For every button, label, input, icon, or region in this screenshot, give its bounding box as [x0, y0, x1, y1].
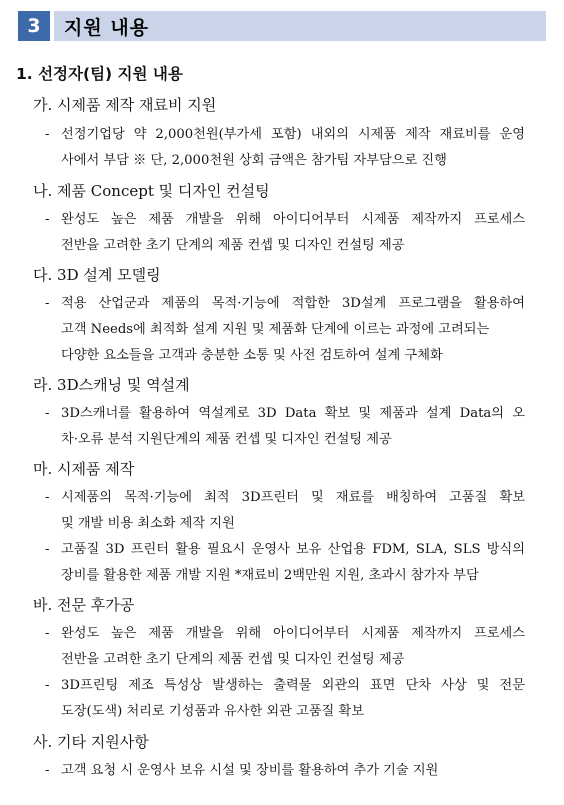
subsection-title: 1. 선정자(팀) 지원 내용 [16, 65, 183, 83]
bullet-dash: - [45, 296, 50, 311]
item-heading-ra: 라. 3D스캐닝 및 역설계 [33, 376, 190, 394]
bullet-text: 완성도 높은 제품 개발을 위해 아이디어부터 시제품 제작까지 프로세스 [61, 626, 525, 641]
bullet-continuation: 전반을 고려한 초기 단계의 제품 컨셉 및 디자인 컨설팅 제공 [61, 652, 405, 667]
bullet-text: 완성도 높은 제품 개발을 위해 아이디어부터 시제품 제작까지 프로세스 [61, 212, 525, 227]
item-heading-ma: 마. 시제품 제작 [33, 460, 135, 478]
bullet-line [45, 208, 525, 227]
bullet-text: 고객 요청 시 운영사 보유 시설 및 장비를 활용하여 추가 기술 지원 [61, 763, 439, 778]
bullet-line [45, 123, 525, 142]
bullet-dash: - [45, 212, 50, 227]
section-header-title: 지원 내용 [54, 11, 546, 41]
bullet-continuation: 차·오류 분석 지원단계의 제품 컨셉 및 디자인 컨설팅 제공 [61, 432, 392, 447]
bullet-continuation: 사에서 부담 ※ 단, 2,000천원 상회 금액은 참가팀 자부담으로 진행 [61, 153, 447, 168]
bullet-continuation: 다양한 요소들을 고객과 충분한 소통 및 사전 검토하여 설계 구체화 [61, 348, 443, 363]
bullet-continuation: 고객 Needs에 최적화 설계 지원 및 제품화 단계에 이르는 과정에 고려되는 [61, 322, 490, 337]
bullet-continuation: 도장(도색) 처리로 기성품과 유사한 외관 고품질 확보 [61, 704, 364, 719]
item-heading-ga: 가. 시제품 제작 재료비 지원 [33, 96, 217, 114]
bullet-line [45, 486, 525, 505]
bullet-dash: - [45, 406, 50, 421]
bullet-dash: - [45, 626, 50, 641]
bullet-continuation: 장비를 활용한 제품 개발 지원 *재료비 2백만원 지원, 초과시 참가자 부담 [61, 568, 479, 583]
bullet-dash: - [45, 127, 50, 142]
bullet-dash: - [45, 763, 50, 778]
item-heading-sa: 사. 기타 지원사항 [33, 733, 149, 751]
bullet-line [45, 759, 438, 778]
item-heading-na: 나. 제품 Concept 및 디자인 컨설팅 [33, 182, 270, 200]
bullet-text: 시제품의 목적·기능에 최적 3D프린터 및 재료를 배칭하여 고품질 확보 [61, 490, 525, 505]
bullet-line [45, 538, 525, 557]
bullet-dash: - [45, 542, 50, 557]
bullet-line [45, 622, 525, 641]
section-header [18, 11, 546, 41]
bullet-text: 선정기업당 약 2,000천원(부가세 포함) 내외의 시제품 제작 재료비를 운영 [61, 127, 525, 142]
bullet-dash: - [45, 490, 50, 505]
bullet-text: 3D스캐너를 활용하여 역설계로 3D Data 확보 및 제품과 설계 Data의 오 [61, 406, 525, 421]
section-number-badge: 3 [18, 11, 50, 41]
bullet-line [45, 292, 525, 311]
bullet-continuation: 전반을 고려한 초기 단계의 제품 컨셉 및 디자인 컨설팅 제공 [61, 238, 405, 253]
bullet-line [45, 674, 525, 693]
item-heading-da: 다. 3D 설계 모델링 [33, 266, 161, 284]
bullet-text: 적용 산업군과 제품의 목적·기능에 적합한 3D설계 프로그램을 활용하여 [61, 296, 525, 311]
bullet-line [45, 402, 525, 421]
bullet-text: 고품질 3D 프린터 활용 필요시 운영사 보유 산업용 FDM, SLA, SLS 방식의 [61, 542, 525, 557]
item-heading-ba: 바. 전문 후가공 [33, 596, 135, 614]
bullet-dash: - [45, 678, 50, 693]
bullet-text: 3D프린팅 제조 특성상 발생하는 출력물 외관의 표면 단차 사상 및 전문 [61, 678, 525, 693]
bullet-continuation: 및 개발 비용 최소화 제작 지원 [61, 516, 235, 531]
